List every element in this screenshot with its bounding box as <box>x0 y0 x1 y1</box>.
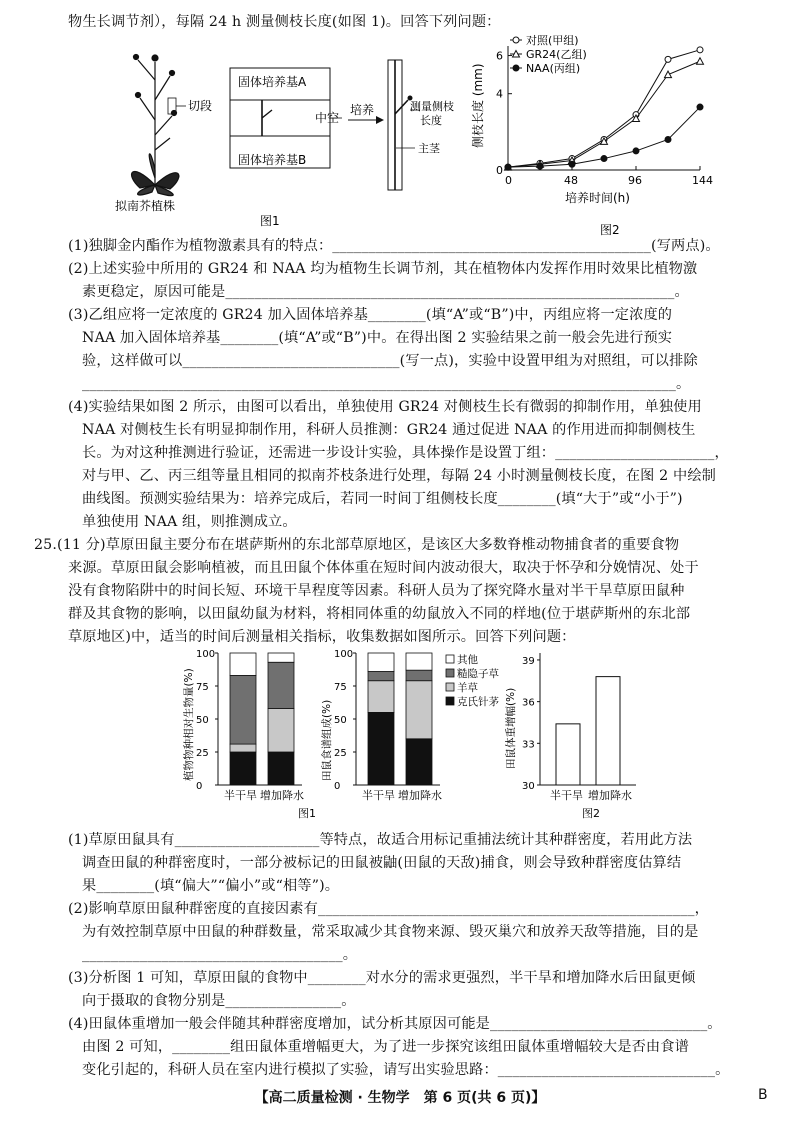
q24-intro-tail: 物生长调节剂），每隔 24 h 测量侧枝长度(如图 1)。回答下列问题： <box>68 14 501 30</box>
category-label: 增加降水 <box>398 789 442 802</box>
q24-q3-d: __________________________________________________________________________________。 <box>82 376 691 392</box>
data-point <box>665 71 672 78</box>
bar <box>596 677 620 785</box>
y-tick-label: 75 <box>196 682 209 693</box>
cut-label: 切段 <box>188 99 213 113</box>
q25-q4-b: 由图 2 可知，________组田鼠体重增幅更大，为了进一步探究该组田鼠体重增幅较大是否由食谱 <box>82 1039 689 1055</box>
category-label: 半干旱 <box>362 789 395 802</box>
y-tick-label: 100 <box>196 649 216 660</box>
legend-label: 克氏针茅 <box>457 696 499 708</box>
y-axis-label: 田鼠食谱组成(%) <box>321 699 333 781</box>
data-point <box>601 156 607 162</box>
x-tick-label: 48 <box>564 174 578 187</box>
fig2-caption: 图2 <box>582 807 600 820</box>
y-tick-label: 75 <box>334 682 347 693</box>
measure-label-2: 长度 <box>420 114 442 127</box>
y-axis-label: 田鼠体重增幅(%) <box>505 687 517 769</box>
legend-marker <box>513 37 519 43</box>
q24-q4-e: 曲线图。预测实验结果为：培养完成后，若同一时间丁组侧枝长度________(填“大于”或“小于”) <box>82 491 683 507</box>
bar-segment <box>368 653 394 671</box>
bar-segment <box>230 752 256 785</box>
y-tick-label: 39 <box>522 655 535 667</box>
bar-segment <box>368 681 394 713</box>
q25-q3-a: (3)分析图 1 可知，草原田鼠的食物中________对水分的需求更强烈，半干旱和增加降水后田鼠更倾 <box>68 970 696 986</box>
bar-segment <box>368 671 394 680</box>
legend-swatch <box>446 655 454 663</box>
legend-swatch <box>446 697 454 705</box>
legend-label: 对照(甲组) <box>526 34 579 47</box>
data-point <box>505 164 511 170</box>
bar-segment <box>406 653 432 670</box>
y-tick-label: 6 <box>496 49 503 63</box>
y-tick-label: 33 <box>522 739 535 751</box>
y-tick-label: 25 <box>196 748 209 759</box>
y-tick-label: 4 <box>496 87 503 101</box>
data-point <box>665 136 671 142</box>
plant-label: 拟南芥植株 <box>115 199 176 213</box>
fig1-caption: 图1 <box>260 214 280 228</box>
legend-label: 其他 <box>457 654 478 666</box>
y-tick-label: 50 <box>196 715 209 726</box>
q25-q3-b: 向于摄取的食物分别是________________。 <box>82 993 356 1009</box>
q24-q3-b: NAA 加入固体培养基________(填“A”或“B”)中。在得出图 2 实验结果之前一般会先进行预实 <box>82 330 673 346</box>
arabidopsis-plant-drawing <box>132 55 179 196</box>
y-tick-label: 0 <box>196 781 203 792</box>
y-tick-label: 50 <box>334 715 347 726</box>
q25-q1-b: 调查田鼠的种群密度时，一部分被标记的田鼠被鼬(田鼠的天敌)捕食，则会导致种群密度估算结 <box>82 855 682 871</box>
q24-q4-c: 长。为对这种推测进行验证，还需进一步设计实验，具体操作是设置丁组：______________________， <box>82 445 729 461</box>
x-tick-label: 144 <box>692 174 713 187</box>
paper-version: B <box>758 1087 768 1103</box>
data-point <box>697 47 703 53</box>
q24-q2-a: (2)上述实验中所用的 GR24 和 NAA 均为植物生长调节剂，其在植物体内发挥作用时效果比植物激 <box>68 261 698 277</box>
data-point <box>697 58 704 65</box>
x-tick-label: 0 <box>505 174 512 187</box>
q25-p2: 来源。草原田鼠会影响植被，而且田鼠个体体重在短时间内波动很大，取决于怀孕和分娩情况、处于 <box>68 560 699 576</box>
x-axis-label: 培养时间(h) <box>565 191 630 205</box>
medium-a-label: 固体培养基A <box>238 75 307 89</box>
bar-segment <box>230 744 256 752</box>
bar-segment <box>268 752 294 785</box>
bar <box>556 724 580 785</box>
q24-q2-b: 素更稳定，原因可能是______________________________________________________________。 <box>82 284 689 300</box>
legend-label: 羊草 <box>457 682 478 694</box>
q24-fig2-line-chart <box>460 28 720 238</box>
legend-swatch <box>446 683 454 691</box>
bar-segment <box>268 662 294 708</box>
data-point <box>537 163 543 169</box>
q25-p1: 25.(11 分)草原田鼠主要分布在堪萨斯州的东北部草原地区，是该区大多数脊椎动物捕食者的重要食物 <box>34 537 680 553</box>
y-tick-label: 0 <box>334 781 341 792</box>
category-label: 增加降水 <box>588 789 632 802</box>
y-tick-label: 100 <box>334 649 354 660</box>
category-label: 增加降水 <box>260 789 304 802</box>
q25-q2-b: 为有效控制草原中田鼠的种群数量，常采取减少其食物来源、毁灭巢穴和放养天敌等措施，目的是 <box>82 924 699 940</box>
q24-q4-a: (4)实验结果如图 2 所示，由图可以看出，单独使用 GR24 对侧枝生长有微弱的抑制作用，单独使用 <box>68 399 702 415</box>
medium-b-label: 固体培养基B <box>238 153 307 167</box>
q24-q4-b: NAA 对侧枝生长有明显抑制作用，科研人员推测：GR24 通过促进 NAA 的作用进而抑制侧枝生 <box>82 422 696 438</box>
data-point <box>569 161 575 167</box>
fig2-caption: 图2 <box>600 223 620 237</box>
q25-p4: 群及其食物的影响，以田鼠幼鼠为材料，将相同体重的幼鼠放入不同的样地(位于堪萨斯州的东北部 <box>68 606 691 622</box>
q25-fig1-diet-chart <box>318 645 499 825</box>
x-tick-label: 96 <box>628 174 642 187</box>
bar-segment <box>368 712 394 785</box>
q25-q1-c: 果________(填“偏大”“偏小”或“相等”)。 <box>82 878 340 894</box>
page-footer: 【高二质量检测 · 生物学 第 6 页(共 6 页)】 <box>254 1090 546 1106</box>
bar-segment <box>268 653 294 662</box>
q25-q2-c: ____________________________________。 <box>82 947 358 963</box>
hollow-label: 中空 <box>315 111 340 125</box>
y-axis-label: 植物物种相对生物量(%) <box>183 668 195 781</box>
q24-fig1-setup-diagram <box>110 40 454 230</box>
q25-q1-a: (1)草原田鼠具有____________________等特点，故适合用标记重捕法统计其种群密度，若用此方法 <box>68 832 693 848</box>
q24-q1: (1)独脚金内酯作为植物激素具有的特点：____________________________________________(写两点)。 <box>68 238 720 254</box>
legend-label: NAA(丙组) <box>526 62 581 75</box>
measure-label-1: 测量侧枝 <box>410 100 454 113</box>
data-point <box>697 104 703 110</box>
q25-fig1-caption: 图1 <box>298 807 316 820</box>
y-tick-label: 0 <box>496 164 503 177</box>
legend-swatch <box>446 669 454 677</box>
category-label: 半干旱 <box>224 789 257 802</box>
legend-label: GR24(乙组) <box>526 48 587 61</box>
data-point <box>633 148 639 154</box>
q25-q4-c: 变化引起的，科研人员在室内进行模拟了实验，请写出实验思路：______________________________。 <box>82 1062 730 1078</box>
q25-fig1-biomass-chart <box>180 645 316 825</box>
category-label: 半干旱 <box>550 789 583 802</box>
q24-q3-c: 验，这样做可以______________________________(写一点)，实验中设置甲组为对照组，可以排除 <box>82 353 698 369</box>
bar-segment <box>406 670 432 681</box>
y-axis-label: 侧枝长度 (mm) <box>471 63 485 148</box>
legend-marker <box>513 65 519 71</box>
data-point <box>665 56 671 62</box>
culture-label: 培养 <box>350 103 375 117</box>
y-tick-label: 36 <box>522 697 535 709</box>
q25-q4-a: (4)田鼠体重增加一般会伴随其种群密度增加，试分析其原因可能是______________________________。 <box>68 1016 722 1032</box>
q25-fig2-weight-chart <box>500 645 650 825</box>
y-tick-label: 25 <box>334 748 347 759</box>
q25-p5: 草原地区)中，适当的时间后测量相关指标，收集数据如图所示。回答下列问题： <box>68 629 576 645</box>
bar-segment <box>406 739 432 785</box>
q24-q4-f: 单独使用 NAA 组，则推测成立。 <box>82 514 297 530</box>
bar-segment <box>406 681 432 739</box>
q25-p3: 没有食物陷阱中的时间长短、环境干旱程度等因素。科研人员为了探究降水量对半干旱草原田鼠种 <box>68 583 685 599</box>
bar-segment <box>268 708 294 752</box>
bar-segment <box>230 675 256 744</box>
y-tick-label: 30 <box>522 781 535 792</box>
q24-q4-d: 对与甲、乙、丙三组等量且相同的拟南芥枝条进行处理，每隔 24 小时测量侧枝长度，在图 2 中绘制 <box>82 468 717 484</box>
bar-segment <box>230 653 256 675</box>
q24-q3-a: (3)乙组应将一定浓度的 GR24 加入固体培养基________(填“A”或“B”)中，丙组应将一定浓度的 <box>68 307 673 323</box>
legend-label: 糙隐子草 <box>457 668 499 680</box>
main-stem-label: 主茎 <box>418 142 440 155</box>
q25-q2-a: (2)影响草原田鼠种群密度的直接因素有____________________________________________________， <box>68 901 709 917</box>
